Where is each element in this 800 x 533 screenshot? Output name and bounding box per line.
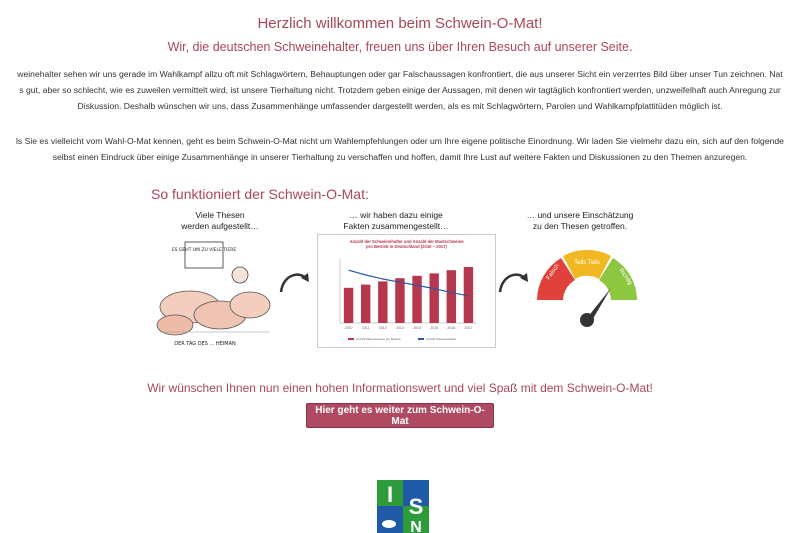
intro-line: selbst einen Eindruck über einige Zusammenhänge in unserer Tierhaltung zu verschaffen und hoffen, damit Ihre Lust auf weitere Fakten und Diskussionen zu den Themen anzuregen. bbox=[52, 152, 748, 162]
intro-line: Diskussion. Deshalb wünschen wir uns, dass Zusammenhänge umfassender dargestellt werden, als es mit Schlagwörtern, Parolen und Wahlkampfplattitüden möglich ist. bbox=[77, 101, 723, 111]
logo-letter: I bbox=[386, 482, 394, 507]
closing-text: Wir wünschen Ihnen nun einen hohen Informationswert und viel Spaß mit dem Schwein-O-Mat! bbox=[147, 381, 653, 395]
speech-bubble-text: ES GEHT UM ZU VIELE TIERE bbox=[171, 248, 237, 253]
chart-x-tick-label: 2013 bbox=[396, 326, 404, 330]
gauge-label-falsch: Falsch bbox=[545, 263, 561, 282]
caption-line: … und unsere Einschätzung bbox=[526, 210, 634, 220]
pig-silhouette-icon bbox=[382, 520, 396, 528]
legend-swatch bbox=[418, 338, 424, 340]
logo-quadrant bbox=[377, 506, 403, 533]
pig-shape bbox=[230, 292, 270, 318]
chart-bar bbox=[395, 278, 404, 323]
chart-title: Anzahl der Schweinehalter und Anzahl der Mastschweine pro Betrieb in Deutschland (2010 – 2017) bbox=[349, 239, 464, 249]
how-it-works-graphic bbox=[145, 182, 653, 354]
logo-letter: N bbox=[410, 519, 422, 533]
chart-x-tick-label: 2015 bbox=[430, 326, 439, 330]
gauge-hub bbox=[580, 313, 594, 327]
chart-x-tick-label: 2017 bbox=[464, 326, 473, 330]
bar-line-chart bbox=[318, 235, 495, 347]
caption-line: werden aufgestellt… bbox=[181, 221, 259, 231]
caption-line: zu den Thesen getroffen. bbox=[532, 221, 628, 231]
logo-letter: S bbox=[408, 494, 424, 519]
chart-x-tick-label: 2010 bbox=[344, 326, 353, 330]
intro-line: weinehalter sehen wir uns gerade im Wahlkampf allzu oft mit Schlagwörtern, Behauptungen oder gar Falschaussagen konfrontiert, die aus unserer Sicht ein verzerrtes Bild über unser Tun zeichnen. Nat bbox=[17, 69, 783, 79]
page-subtitle: Wir, die deutschen Schweinehalter, freuen uns über Ihren Besuch auf unserer Seite. bbox=[167, 40, 633, 54]
legend-label: Anzahl Schweinehalter bbox=[426, 337, 457, 341]
pig-cartoon-illustration bbox=[150, 237, 280, 349]
chart-x-tick-label: 2014 bbox=[413, 326, 421, 330]
caption-line: Fakten zusammengestellt… bbox=[343, 221, 449, 231]
legend-swatch bbox=[348, 338, 354, 340]
chart-x-tick-label: 2016 bbox=[447, 326, 456, 330]
step-3-caption bbox=[515, 210, 645, 232]
isn-logo[interactable] bbox=[377, 480, 429, 533]
how-it-works-title: So funktioniert der Schwein-O-Mat: bbox=[151, 186, 369, 202]
curved-arrow-icon bbox=[275, 262, 315, 302]
page-title: Herzlich willkommen beim Schwein-O-Mat! bbox=[257, 15, 543, 32]
chart-x-tick-label: 2011 bbox=[361, 326, 370, 330]
chart-bar bbox=[429, 273, 438, 323]
continue-button[interactable]: Hier geht es weiter zum Schwein-O-Mat bbox=[306, 403, 494, 428]
farmer-head bbox=[232, 267, 248, 283]
chart-bar bbox=[412, 276, 421, 323]
rating-gauge bbox=[531, 244, 643, 330]
step-2-caption bbox=[321, 210, 471, 232]
curved-arrow-icon bbox=[494, 262, 534, 302]
intro-line: ls Sie es vielleicht vom Wahl-O-Mat kennen, geht es beim Schwein-O-Mat nicht um Wahlempfehlungen oder um Ihre eigene politische Einordnung. Wir laden Sie vielmehr dazu ein, sich auf den folgende bbox=[16, 136, 784, 146]
legend-label: Anzahl Mastschweine pro Betrieb bbox=[356, 337, 401, 341]
cartoon-signature: DER TAG DES ... HEIMAN bbox=[174, 341, 236, 347]
intro-paragraph-2 bbox=[0, 133, 800, 165]
chart-panel bbox=[317, 234, 496, 348]
caption-line: … wir haben dazu einige bbox=[349, 210, 443, 220]
chart-bar bbox=[378, 281, 387, 323]
chart-bar bbox=[344, 288, 353, 323]
intro-line: s gut, aber so schlecht, wie es zuweilen vermittelt wird, ist unsere Tierhaltung nicht. Trotzdem geben einige der Aussagen, mit denen wir tagtäglich konfrontiert werden, unzweifelhaft auch Anregung zur bbox=[19, 85, 781, 95]
gauge-label-richtig: Richtig bbox=[617, 267, 633, 287]
chart-bar bbox=[361, 285, 370, 323]
chart-x-tick-label: 2012 bbox=[378, 326, 387, 330]
chart-bar bbox=[447, 270, 456, 323]
caption-line: Viele Thesen bbox=[195, 210, 245, 220]
step-1-caption bbox=[165, 210, 275, 232]
gauge-label-teils: Teils Teils bbox=[574, 260, 600, 266]
speech-bubble bbox=[185, 242, 223, 268]
intro-paragraph-1 bbox=[0, 66, 800, 114]
